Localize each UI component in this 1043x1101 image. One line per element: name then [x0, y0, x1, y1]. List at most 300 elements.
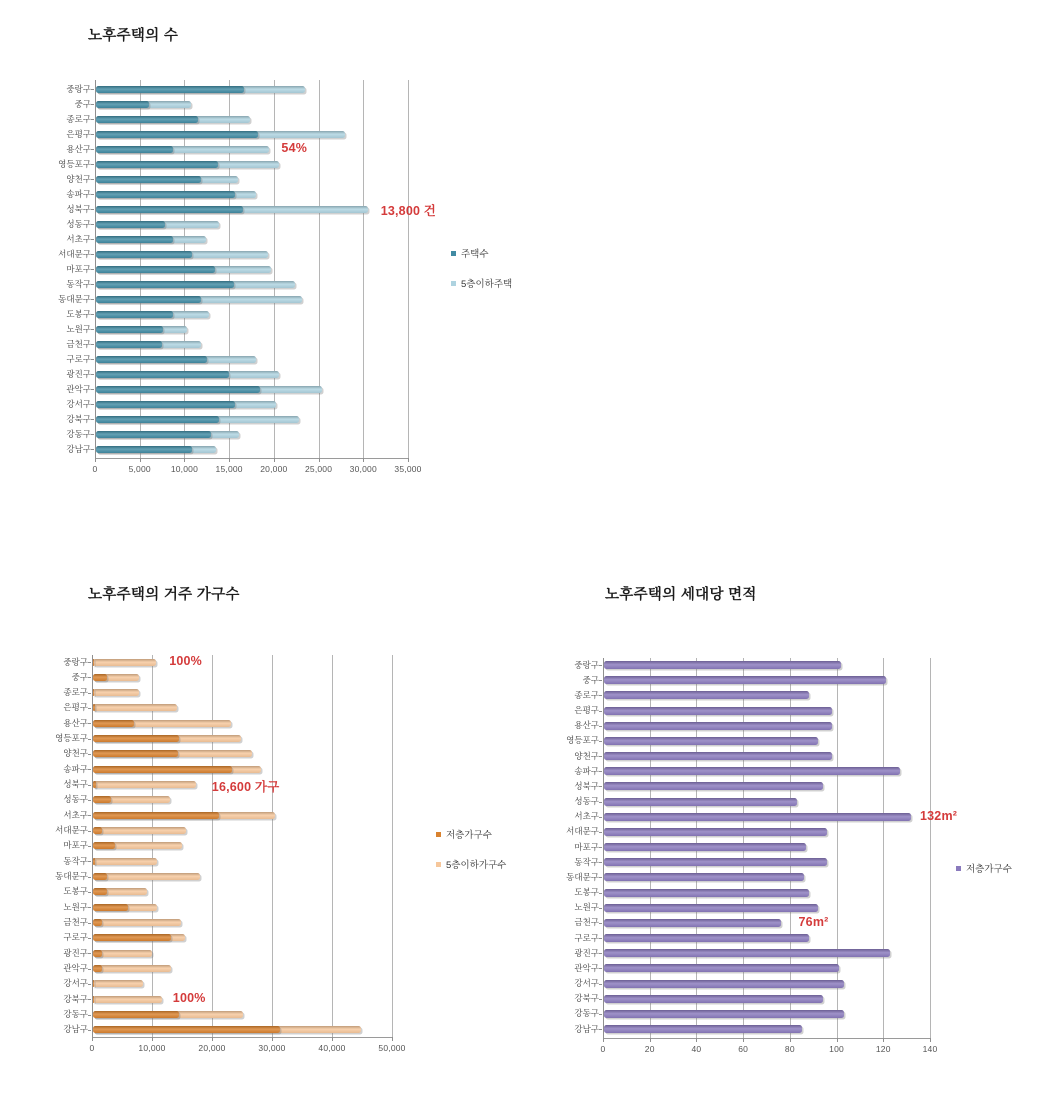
y-axis-tick [599, 984, 602, 985]
legend-marker [436, 832, 441, 837]
bar-5층이하가구수 [93, 996, 162, 1003]
bar-저층가구수 [93, 659, 94, 666]
y-axis-tick [91, 209, 94, 210]
x-axis-tick [332, 1037, 333, 1041]
bar-주택수 [96, 116, 198, 123]
x-axis-tick [392, 1037, 393, 1041]
category-label: 종로구 [574, 689, 599, 700]
annotation: 76m² [798, 914, 829, 929]
bar-5층이하가구수 [93, 858, 157, 865]
bar-주택수 [96, 386, 260, 393]
category-label: 영등포구 [58, 158, 91, 169]
category-label: 광진구 [63, 947, 88, 958]
category-label: 용산구 [66, 143, 91, 154]
x-tick-label: 40 [691, 1044, 702, 1054]
category-label: 서대문구 [566, 826, 599, 837]
bar-저층가구수 [604, 782, 823, 790]
bar-주택수 [96, 281, 234, 288]
x-axis-tick [650, 1038, 651, 1042]
category-label: 동대문구 [58, 293, 91, 304]
bar-저층가구수 [93, 1026, 280, 1033]
category-label: 강남구 [66, 443, 91, 454]
bar-5층이하가구수 [93, 659, 156, 666]
y-axis-tick [88, 999, 91, 1000]
y-axis-tick [88, 677, 91, 678]
bar-주택수 [96, 161, 218, 168]
legend-label: 5층이하가구수 [446, 860, 507, 871]
bar-저층가구수 [93, 950, 102, 957]
annotation: 13,800 건 [380, 204, 437, 218]
y-axis-tick [91, 404, 94, 405]
y-axis-tick [91, 374, 94, 375]
y-axis-tick [599, 726, 602, 727]
x-axis-tick [272, 1037, 273, 1041]
x-tick-label: 50,000 [378, 1043, 406, 1053]
bar-저층가구수 [93, 704, 95, 711]
x-tick-label: 25,000 [304, 464, 333, 474]
x-axis-tick [743, 1038, 744, 1042]
x-tick-label: 80 [784, 1044, 795, 1054]
bar-저층가구수 [93, 873, 107, 880]
category-label: 강남구 [574, 1023, 599, 1034]
category-label: 금천구 [63, 917, 88, 928]
y-axis-tick [88, 877, 91, 878]
housing-count-plot [58, 80, 437, 474]
y-axis-tick [91, 164, 94, 165]
category-label: 동대문구 [55, 871, 88, 882]
y-axis-tick [91, 149, 94, 150]
bar-저층가구수 [604, 995, 823, 1003]
category-label: 구로구 [574, 932, 599, 943]
category-label: 중랑구 [66, 83, 91, 94]
y-axis-tick [88, 1030, 91, 1031]
category-label: 은평구 [66, 128, 91, 139]
y-axis-tick [599, 923, 602, 924]
category-label: 서초구 [66, 233, 91, 244]
x-tick-label: 140 [922, 1044, 938, 1054]
y-axis-tick [599, 786, 602, 787]
y-axis-tick [599, 968, 602, 969]
bar-저층가구수 [93, 674, 107, 681]
legend-label: 저층가구수 [966, 864, 1012, 875]
category-label: 강서구 [63, 978, 88, 989]
category-label: 성북구 [66, 203, 91, 214]
category-label: 동작구 [574, 856, 599, 867]
bar-저층가구수 [93, 996, 94, 1003]
bar-저층가구수 [93, 842, 115, 849]
x-axis-tick [92, 1037, 93, 1041]
category-label: 도봉구 [63, 886, 88, 897]
y-axis-tick [599, 817, 602, 818]
y-axis-tick [91, 224, 94, 225]
y-axis-tick [599, 847, 602, 848]
y-axis-tick [599, 680, 602, 681]
x-axis-tick [408, 458, 409, 462]
x-axis-tick [603, 1038, 604, 1042]
y-axis-tick [91, 434, 94, 435]
bar-저층가구수 [604, 919, 781, 927]
gridline [363, 80, 364, 458]
x-axis-tick [212, 1037, 213, 1041]
bar-저층가구수 [93, 1011, 179, 1018]
bar-저층가구수 [604, 676, 886, 684]
bar-저층가구수 [604, 873, 804, 881]
y-axis-tick [91, 179, 94, 180]
category-label: 노원구 [63, 901, 88, 912]
legend-item [436, 857, 506, 871]
bar-저층가구수 [93, 781, 96, 788]
x-tick-label: 20,000 [198, 1043, 226, 1053]
bar-주택수 [96, 371, 229, 378]
bar-주택수 [96, 431, 211, 438]
category-label: 영등포구 [55, 733, 88, 744]
y-axis-tick [599, 802, 602, 803]
category-label: 중랑구 [63, 656, 88, 667]
y-axis-tick [88, 831, 91, 832]
category-label: 양천구 [66, 173, 91, 184]
category-label: 강북구 [63, 993, 88, 1004]
y-axis-tick [91, 239, 94, 240]
bar-저층가구수 [604, 828, 827, 836]
y-axis-tick [599, 999, 602, 1000]
y-axis-tick [88, 969, 91, 970]
bar-주택수 [96, 251, 192, 258]
y-axis-tick [88, 723, 91, 724]
y-axis-tick [91, 284, 94, 285]
category-label: 노원구 [574, 902, 599, 913]
category-label: 강남구 [63, 1024, 88, 1035]
category-label: 강동구 [574, 1008, 599, 1019]
bar-저층가구수 [604, 722, 832, 730]
x-axis-tick [790, 1038, 791, 1042]
bar-주택수 [96, 401, 235, 408]
category-label: 용산구 [63, 717, 88, 728]
category-label: 서대문구 [58, 248, 91, 259]
category-label: 마포구 [66, 263, 91, 274]
bar-저층가구수 [604, 1025, 802, 1033]
annotation: 132m² [919, 808, 958, 823]
legend-label: 주택수 [461, 249, 489, 260]
chart-title-housing-count: 노후주택의 수 [88, 28, 179, 44]
category-label: 노원구 [66, 323, 91, 334]
bar-저층가구수 [93, 796, 111, 803]
x-axis-tick [140, 458, 141, 462]
category-label: 강북구 [574, 993, 599, 1004]
annotation: 100% [169, 654, 202, 668]
housing-count-legend [451, 246, 512, 306]
category-label: 동대문구 [566, 871, 599, 882]
y-axis-tick [91, 299, 94, 300]
x-axis-tick [363, 458, 364, 462]
bar-주택수 [96, 101, 149, 108]
y-axis-tick [88, 815, 91, 816]
category-label: 강북구 [66, 413, 91, 424]
bar-저층가구수 [93, 750, 178, 757]
category-label: 동작구 [63, 855, 88, 866]
bar-저층가구수 [604, 813, 911, 821]
category-label: 용산구 [574, 720, 599, 731]
bar-저층가구수 [604, 767, 900, 775]
y-axis-tick [88, 769, 91, 770]
y-axis-tick [599, 756, 602, 757]
x-tick-label: 100 [829, 1044, 844, 1054]
x-axis-tick [274, 458, 275, 462]
y-axis-tick [91, 329, 94, 330]
gridline [392, 655, 393, 1037]
bar-저층가구수 [93, 827, 102, 834]
x-axis-tick [229, 458, 230, 462]
category-label: 강서구 [66, 398, 91, 409]
gridline [930, 658, 931, 1038]
y-axis-tick [599, 953, 602, 954]
x-axis-tick [930, 1038, 931, 1042]
category-label: 성북구 [574, 780, 599, 791]
y-axis-tick [88, 754, 91, 755]
y-axis-tick [91, 254, 94, 255]
x-tick-label: 60 [738, 1044, 749, 1054]
y-axis-tick [599, 862, 602, 863]
y-axis-tick [88, 938, 91, 939]
area-per-household-plot [566, 658, 958, 1054]
gridline [332, 655, 333, 1037]
category-label: 금천구 [66, 338, 91, 349]
bar-저층가구수 [604, 661, 841, 669]
category-label: 광진구 [66, 368, 91, 379]
category-label: 송파구 [574, 765, 599, 776]
bar-저층가구수 [93, 720, 134, 727]
bar-5층이하가구수 [93, 827, 186, 834]
y-axis-tick [88, 984, 91, 985]
category-label: 종로구 [63, 687, 88, 698]
bar-주택수 [96, 311, 173, 318]
bar-저층가구수 [604, 752, 832, 760]
y-axis-tick [91, 134, 94, 135]
y-axis-tick [599, 938, 602, 939]
bar-저층가구수 [604, 691, 809, 699]
y-axis-tick [88, 1015, 91, 1016]
bar-주택수 [96, 191, 235, 198]
y-axis-tick [599, 908, 602, 909]
bar-저층가구수 [604, 858, 827, 866]
household-count-legend [436, 827, 506, 887]
bar-주택수 [96, 176, 201, 183]
legend-marker [451, 281, 456, 286]
chart-title-household-count: 노후주택의 거주 가구수 [88, 587, 240, 603]
bar-5층이하가구수 [93, 781, 196, 788]
y-axis-tick [91, 389, 94, 390]
x-tick-label: 0 [600, 1044, 606, 1054]
y-axis-tick [599, 665, 602, 666]
y-axis-tick [88, 953, 91, 954]
legend-marker [451, 251, 456, 256]
annotation: 16,600 가구 [211, 779, 280, 794]
gridline [883, 658, 884, 1038]
category-label: 관악구 [574, 962, 599, 973]
bar-저층가구수 [93, 919, 102, 926]
y-axis-tick [91, 449, 94, 450]
x-tick-label: 0 [89, 1043, 95, 1053]
bar-저층가구수 [604, 964, 839, 972]
bar-주택수 [96, 236, 173, 243]
y-axis-tick [599, 771, 602, 772]
category-label: 성북구 [63, 779, 88, 790]
y-axis-tick [91, 344, 94, 345]
x-axis-tick [95, 458, 96, 462]
bar-5층이하가구수 [93, 965, 171, 972]
bar-주택수 [96, 341, 162, 348]
category-label: 성동구 [66, 218, 91, 229]
bar-주택수 [96, 146, 173, 153]
bar-주택수 [96, 266, 215, 273]
x-axis-tick [184, 458, 185, 462]
bar-주택수 [96, 131, 258, 138]
category-label: 성동구 [63, 794, 88, 805]
x-tick-label: 30,000 [258, 1043, 286, 1053]
legend-item [451, 276, 512, 290]
bar-주택수 [96, 416, 219, 423]
household-count-plot [55, 654, 406, 1053]
category-label: 광진구 [574, 947, 599, 958]
y-axis-tick [88, 708, 91, 709]
x-tick-label: 10,000 [170, 464, 199, 474]
category-label: 종로구 [66, 113, 91, 124]
x-axis-tick [837, 1038, 838, 1042]
bar-저층가구수 [604, 889, 809, 897]
y-axis-tick [91, 359, 94, 360]
category-label: 중랑구 [574, 659, 599, 670]
bar-저층가구수 [604, 843, 806, 851]
bar-저층가구수 [604, 737, 818, 745]
bar-저층가구수 [93, 904, 128, 911]
gridline [408, 80, 409, 458]
bar-주택수 [96, 296, 201, 303]
x-tick-label: 15,000 [215, 464, 243, 474]
y-axis-tick [88, 907, 91, 908]
x-tick-label: 30,000 [349, 464, 377, 474]
y-axis-tick [599, 832, 602, 833]
category-label: 양천구 [574, 750, 599, 761]
category-label: 마포구 [63, 840, 88, 851]
y-axis-tick [88, 693, 91, 694]
x-tick-label: 5,000 [128, 464, 151, 474]
category-label: 서대문구 [55, 825, 88, 836]
legend-item [956, 861, 1012, 875]
gridline [212, 655, 213, 1037]
category-label: 서초구 [63, 809, 88, 820]
y-axis-tick [599, 1014, 602, 1015]
category-label: 동작구 [66, 278, 91, 289]
category-label: 은평구 [574, 705, 599, 715]
category-label: 영등포구 [566, 735, 599, 746]
y-axis-tick [599, 1029, 602, 1030]
category-label: 도봉구 [574, 887, 599, 898]
category-label: 구로구 [66, 353, 91, 364]
bar-5층이하가구수 [93, 704, 177, 711]
category-label: 마포구 [574, 841, 599, 852]
bar-주택수 [96, 221, 165, 228]
category-label: 중구 [71, 671, 88, 682]
category-label: 은평구 [63, 702, 88, 713]
legend-marker [436, 862, 441, 867]
bar-주택수 [96, 356, 207, 363]
bar-5층이하가구수 [93, 689, 139, 696]
bar-주택수 [96, 206, 243, 213]
y-axis-tick [88, 739, 91, 740]
legend-item [451, 246, 512, 260]
category-label: 서초구 [574, 811, 599, 822]
y-axis-tick [88, 861, 91, 862]
x-tick-label: 20,000 [260, 464, 288, 474]
bar-주택수 [96, 326, 163, 333]
bar-저층가구수 [604, 904, 818, 912]
bar-주택수 [96, 446, 192, 453]
bar-저층가구수 [93, 735, 179, 742]
y-axis-tick [91, 419, 94, 420]
x-tick-label: 10,000 [138, 1043, 166, 1053]
bar-저층가구수 [604, 934, 809, 942]
y-axis-tick [88, 800, 91, 801]
x-axis-tick [152, 1037, 153, 1041]
y-axis-tick [91, 269, 94, 270]
category-label: 송파구 [63, 763, 88, 774]
y-axis-tick [599, 695, 602, 696]
y-axis-tick [88, 892, 91, 893]
x-tick-label: 0 [92, 464, 98, 474]
bar-저층가구수 [93, 965, 102, 972]
bar-저층가구수 [93, 980, 94, 987]
y-axis-tick [599, 741, 602, 742]
category-label: 구로구 [63, 932, 88, 943]
y-axis-tick [91, 104, 94, 105]
x-tick-label: 35,000 [394, 464, 422, 474]
bar-저층가구수 [604, 980, 844, 988]
category-label: 중구 [74, 98, 91, 109]
legend-item [436, 827, 506, 841]
y-axis-tick [91, 314, 94, 315]
y-axis-tick [91, 119, 94, 120]
category-label: 강서구 [574, 978, 599, 989]
y-axis-tick [88, 923, 91, 924]
legend-label: 5층이하주택 [461, 279, 513, 290]
bar-주택수 [96, 86, 244, 93]
category-label: 강동구 [63, 1009, 88, 1020]
gridline [272, 655, 273, 1037]
category-label: 송파구 [66, 188, 91, 199]
bar-저층가구수 [604, 949, 890, 957]
category-label: 중구 [582, 674, 599, 685]
y-axis-tick [88, 846, 91, 847]
category-label: 도봉구 [66, 308, 91, 319]
category-label: 관악구 [63, 963, 88, 974]
x-tick-label: 20 [644, 1044, 655, 1054]
x-axis-tick [319, 458, 320, 462]
y-axis-tick [91, 89, 94, 90]
bar-저층가구수 [93, 766, 232, 773]
bar-저층가구수 [604, 798, 797, 806]
bar-저층가구수 [93, 888, 107, 895]
chart-title-area-per-household: 노후주택의 세대당 면적 [605, 587, 757, 603]
y-axis-tick [599, 711, 602, 712]
y-axis-tick [91, 194, 94, 195]
bar-저층가구수 [604, 1010, 844, 1018]
bar-5층이하가구수 [93, 919, 181, 926]
bar-저층가구수 [93, 934, 171, 941]
y-axis-tick [599, 877, 602, 878]
bar-저층가구수 [93, 858, 95, 865]
category-label: 금천구 [574, 917, 599, 928]
x-tick-label: 40,000 [318, 1043, 346, 1053]
area-per-household-legend [956, 861, 1012, 891]
